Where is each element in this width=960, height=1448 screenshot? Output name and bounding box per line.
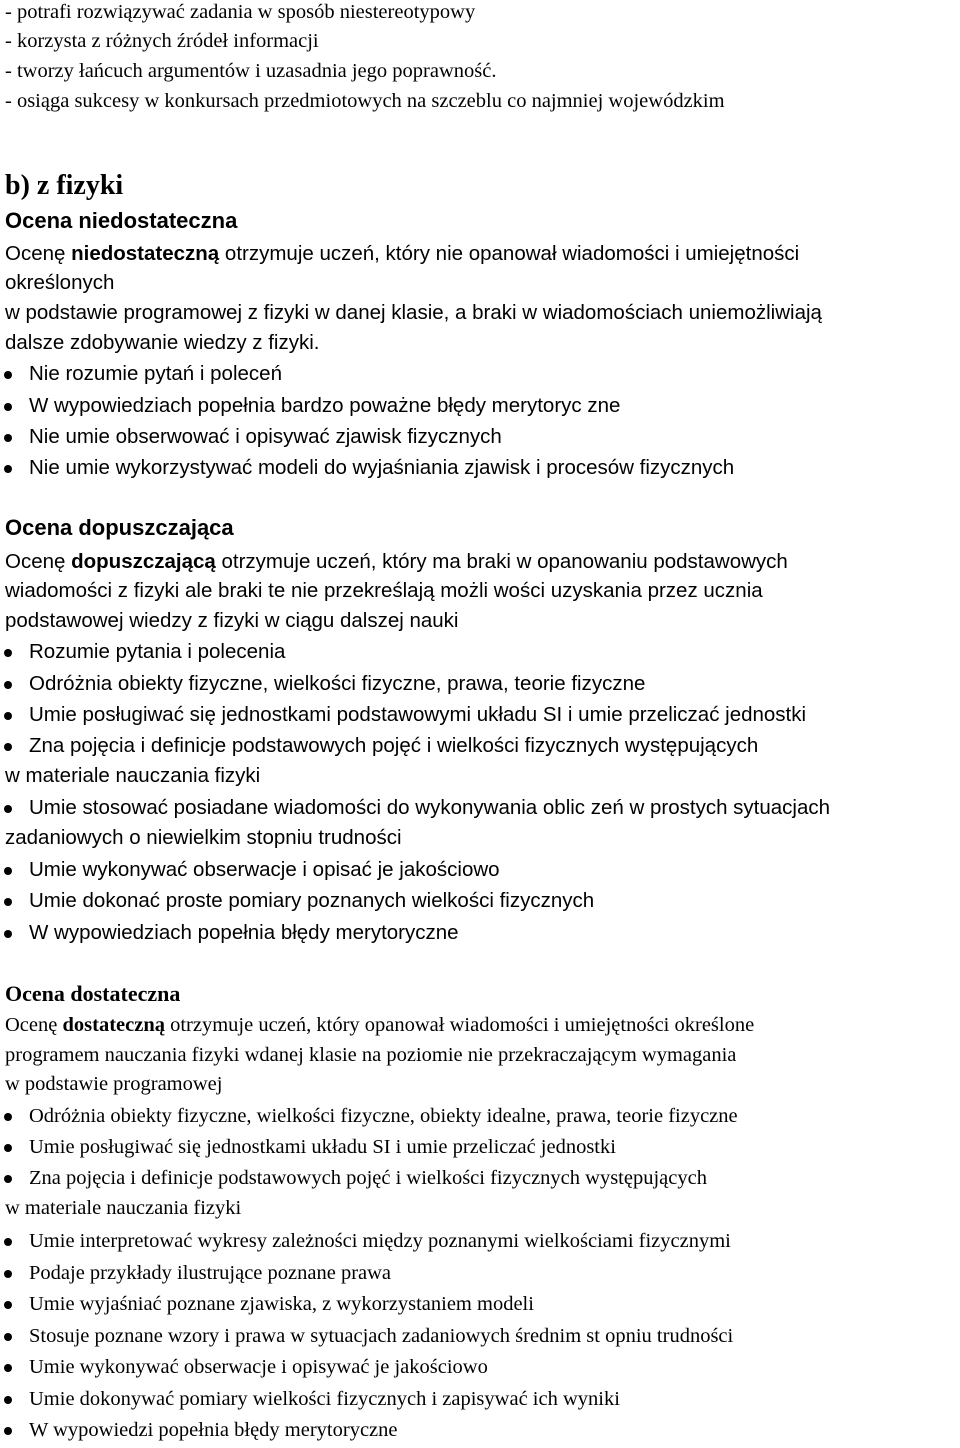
grade-description-line: Ocenę dostateczną otrzymuje uczeń, który opanował wiadomości i umiejętności określone [5,1014,755,1036]
grade-description-line: Ocenę niedostateczną otrzymuje uczeń, który nie opanował wiadomości i umiejętności [5,242,800,265]
bullet-icon [4,1113,12,1121]
grade-description-line: Ocenę dopuszczającą otrzymuje uczeń, który ma braki w opanowaniu podstawowych [5,550,788,573]
bullet-icon [4,898,12,906]
bullet-icon [4,434,12,442]
bullet-icon [4,371,12,379]
bullet-icon [4,1175,12,1183]
bullet-icon [4,1364,12,1372]
bullet-icon [4,1270,12,1278]
list-item-continuation: w materiale nauczania fizyki [5,1197,242,1219]
grade-description-line: dalsze zdobywanie wiedzy z fizyki. [5,331,320,354]
bullet-icon [4,649,12,657]
bullet-icon [4,1427,12,1435]
bullet-icon [4,1301,12,1309]
bullet-icon [4,1238,12,1246]
bullet-icon [4,805,12,813]
grade-description-line: w podstawie programowej z fizyki w danej klasie, a braki w wiadomościach uniemożliwiają [5,301,822,324]
grade-description-line: w podstawie programowej [5,1073,223,1095]
grade-description-line: określonych [5,271,115,294]
bullet-icon [4,1396,12,1404]
bullet-icon [4,1333,12,1341]
bullet-icon [4,930,12,938]
bullet-icon [4,743,12,751]
bullet-icon [4,465,12,473]
bullet-icon [4,712,12,720]
grade-description-line: podstawowej wiedzy z fizyki w ciągu dalszej nauki [5,609,459,632]
bullet-icon [4,867,12,875]
bullet-icon [4,403,12,411]
grade-description-line: programem nauczania fizyki wdanej klasie na poziomie nie przekraczającym wymagania [5,1044,737,1066]
grade-heading-dostateczna: Ocena dostateczna [5,981,181,1006]
list-item-continuation: zadaniowych o niewielkim stopniu trudności [5,826,402,849]
bullet-icon [4,1144,12,1152]
grade-heading-dopuszczajaca: Ocena dopuszczająca [5,515,234,540]
intro-line-1: - potrafi rozwiązywać zadania w sposób niestereotypowy [5,1,476,23]
grade-description-line: wiadomości z fizyki ale braki te nie przekreślają możli wości uzyskania przez ucznia [5,579,763,602]
intro-line-4: - osiąga sukcesy w konkursach przedmiotowych na szczeblu co najmniej wojewódzkim [5,90,725,112]
intro-line-2: - korzysta z różnych źródeł informacji [5,30,319,52]
list-item-continuation: w materiale nauczania fizyki [5,764,261,787]
section-title: b) z fizyki [5,170,124,201]
intro-line-3: - tworzy łańcuch argumentów i uzasadnia jego poprawność. [5,60,497,82]
document-page: - potrafi rozwiązywać zadania w sposób niestereotypowy - korzysta z różnych źródeł informacji - tworzy łańcuch argumentów i uzasadnia jego poprawność. - osiąga sukcesy w konkursach przedmiotowych na szczeblu co najmniej wojewódzkim b) z fizyki Ocena niedostateczna Ocenę niedostateczną otrzymuje uczeń, który nie opanował wiadomości i umiejętności określonych w podstawie programowej z fizyki w danej klasie, a braki w wiadomościach uniemożliwiają dalsze zdobywanie wiedzy z fizyki. Nie rozumie pytań i poleceń W wypowiedziach popełnia bardzo poważne błędy merytoryc zne Nie umie obserwować i opisywać zjawisk fizycznych Nie umie wykorzystywać modeli do wyjaśniania zjawisk i procesów fizycznych Ocena dopuszczająca Ocenę dopuszczającą otrzymuje uczeń, który ma braki w opanowaniu podstawowych wiadomości z fizyki ale braki te nie przekreślają możli wości uzyskania przez ucznia podstawowej wiedzy z fizyki w ciągu dalszej nauki Rozumie pytania i polecenia Odróżnia obiekty fizyczne, wielkości fizyczne, prawa, teorie fizyczne Umie posługiwać się jednostkami podstawowymi układu SI i umie przeliczać jednostki Zna pojęcia i definicje podstawowych pojęć i wielkości fizycznych występujących w materiale nauczania fizyki Umie stosować posiadane wiadomości do wykonywania oblic zeń w prostych sytuacjach zadaniowych o niewielkim stopniu trudności Umie wykonywać obserwacje i opisać je jakościowo Umie dokonać proste pomiary poznanych wielkości fizycznych W wypowiedziach popełnia błędy merytoryczne Ocena dostateczna Ocenę dostateczną otrzymuje uczeń, który opanował wiadomości i umiejętności określone programem nauczania fizyki wdanej klasie na poziomie nie przekraczającym wymagania w podstawie programowej Odróżnia obiekty fizyczne, wielkości fizyczne, obiekty idealne, prawa, teorie fizyczne Umie posługiwać się jednostkami układu SI i umie przeliczać jednostki Zna pojęcia i definicje podstawowych pojęć i wielkości fizycznych występujących w materiale nauczania fizyki Umie interpretować wykresy zależności między poznanymi wielkościami fizycznymi Podaje przykłady ilustrujące poznane prawa Umie wyjaśniać poznane zjawiska, z wykorzystaniem modeli Stosuje poznane wzory i prawa w sytuacjach zadaniowych średnim st opniu trudności Umie wykonywać obserwacje i opisywać je jakościowo Umie dokonywać pomiary wielkości fizycznych i zapisywać ich wyniki W wypowiedzi popełnia błędy merytoryczne [5,1,831,1441]
bullet-icon [4,681,12,689]
grade-heading-niedostateczna: Ocena niedostateczna [5,208,238,233]
